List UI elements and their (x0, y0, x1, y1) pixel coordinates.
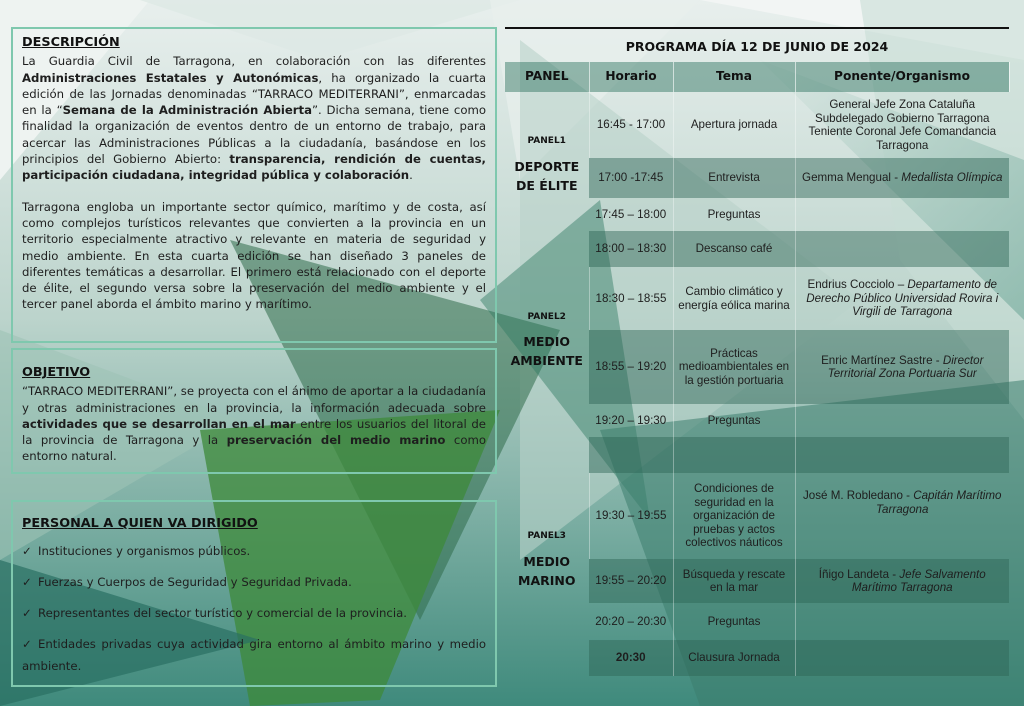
header-tema: Tema (673, 62, 795, 92)
ponente-name: José M. Robledano - (803, 489, 914, 502)
tema-cell (673, 437, 795, 473)
ponente-name: Endrius Cocciolo – (807, 278, 908, 292)
check-icon: ✓ (22, 544, 32, 559)
bold-text: Semana de la Administración Abierta (62, 103, 312, 118)
time-cell: 17:00 -17:45 (589, 158, 673, 198)
list-item-text: Entidades privadas cuya actividad gira entorno al ámbito marino y medio ambiente. (22, 637, 486, 674)
check-icon: ✓ (22, 575, 32, 590)
time-cell (589, 437, 673, 473)
list-item (22, 633, 486, 677)
dirigido-box (11, 500, 497, 687)
ponente-role: Capitán Marítimo Tarragona (876, 489, 1002, 516)
panel-title: MEDIO (523, 553, 571, 569)
bold-text: Administraciones Estatales y Autonómicas (22, 70, 319, 85)
descripcion-box (11, 27, 497, 343)
panel-title: DE ÉLITE (516, 177, 578, 193)
header-panel: PANEL (505, 62, 589, 92)
list-item-text: Instituciones y organismos públicos. (38, 544, 251, 559)
tema-cell: Preguntas (673, 404, 795, 437)
text-span: , ha organizado la cuarta edición de las Jornadas denominadas “TARRACO MEDITERRANI”, enmarcadas en la “ (22, 70, 486, 118)
tema-cell: Apertura jornada (673, 92, 795, 158)
text-span: . (409, 168, 413, 183)
time-cell: 19:20 – 19:30 (595, 413, 667, 427)
panel2-cell (505, 267, 589, 473)
panel-title: MARINO (518, 572, 576, 588)
panel-label: PANEL3 (527, 531, 566, 542)
programa-section (505, 27, 1009, 676)
tema-cell: Cambio climático y energía eólica marina (673, 267, 795, 330)
panel3-cell (505, 473, 589, 676)
list-item (22, 602, 486, 624)
ponente-name: Íñigo Landeta - (818, 567, 900, 581)
ponente-cell (795, 603, 1009, 640)
ponente-cell (795, 158, 1009, 198)
tema-cell: Entrevista (673, 158, 795, 198)
ponente-role: Departamento de Derecho Público Universidad Rovira i Virgili de Tarragona (806, 278, 999, 319)
ponente-cell (795, 231, 1009, 267)
ponente-cell (795, 404, 1009, 437)
tema-cell: Clausura Jornada (673, 640, 795, 676)
tema-cell: Condiciones de seguridad en la organización de pruebas y actos colectivos náuticos (673, 473, 795, 559)
dirigido-heading: PERSONAL A QUIEN VA DIRIGIDO (22, 516, 258, 531)
ponente-cell (795, 198, 1009, 231)
panel-label: PANEL1 (527, 136, 566, 147)
time-cell: 18:30 – 18:55 (589, 267, 673, 330)
tema-cell: Preguntas (673, 198, 795, 231)
header-horario: Horario (589, 62, 673, 92)
panel-title: DEPORTE (514, 158, 580, 174)
table-row (505, 92, 1009, 158)
ponente-cell (795, 92, 1009, 158)
ponente-name: Enric Martínez Sastre - (821, 353, 943, 367)
programa-title: PROGRAMA DÍA 12 DE JUNIO DE 2024 (625, 39, 889, 54)
text-span: como entorno natural. (22, 433, 487, 464)
dirigido-list (22, 540, 486, 677)
text-span: “TARRACO MEDITERRANI”, se proyecta con el ánimo de aportar a la ciudadanía y otras administraciones en la provincia, la información adecuada sobre (22, 384, 486, 415)
time-cell: 17:45 – 18:00 (595, 207, 667, 221)
header-ponente: Ponente/Organismo (795, 62, 1009, 92)
ponente-cell (795, 267, 1009, 330)
ponente-cell (795, 437, 1009, 473)
check-icon: ✓ (22, 637, 32, 652)
list-item (22, 571, 486, 593)
text-span: ”. Dicha semana, tiene como finalidad la organización de eventos dentro de un entorno de trabajo, para acercar las Administraciones Públicas a la ciudadanía, basándose en los principios del Gobierno Abierto: (22, 103, 487, 167)
time-cell: 18:55 – 19:20 (589, 330, 673, 404)
time-cell: 20:30 (589, 640, 673, 676)
ponente-role: Jefe Salvamento Marítimo Tarragona (851, 567, 986, 594)
descripcion-paragraph-1 (22, 53, 486, 183)
descripcion-paragraph-2: Tarragona engloba un importante sector químico, marítimo y de costa, así como complejos turísticos relevantes que convierten a la provincia en un territorio especialmente atractivo y relevante en materia de seguridad y medio ambiente. En esta cuarta edición se han diseñado 3 paneles de diferentes temáticas a desarrollar. El primero está relacionado con el deporte de élite, el segundo versa sobre la preservación del medio ambiente y el tercer panel aborda el ámbito marino y marítimo. (22, 199, 486, 312)
objetivo-heading: OBJETIVO (22, 365, 91, 380)
ponente-cell (795, 559, 1009, 603)
panel-title: AMBIENTE (510, 353, 583, 369)
descripcion-heading: DESCRIPCIÓN (22, 35, 120, 50)
bold-text: transparencia, rendición de cuentas, participación ciudadana, integridad pública y colaboración (22, 152, 486, 183)
text-span: entre los usuarios del litoral de la provincia de Tarragona y la (22, 416, 486, 448)
ponente-name: General Jefe Zona Cataluña Subdelegado Gobierno Tarragona Teniente Coronal Jefe Comandancia Tarragona (808, 98, 997, 152)
table-row (505, 473, 1009, 559)
list-item-text: Fuerzas y Cuerpos de Seguridad y Seguridad Privada. (38, 575, 352, 590)
programa-table (505, 62, 1010, 676)
list-item (22, 540, 486, 562)
check-icon: ✓ (22, 606, 32, 621)
table-header-row (505, 62, 1009, 92)
tema-cell: Búsqueda y rescate en la mar (673, 559, 795, 603)
time-cell: 18:00 – 18:30 (589, 231, 673, 267)
objetivo-paragraph (22, 383, 486, 464)
list-item-text: Representantes del sector turístico y comercial de la provincia. (38, 606, 407, 621)
panel-label: PANEL2 (527, 311, 566, 322)
ponente-cell (795, 330, 1009, 404)
bold-text: actividades que se desarrollan en el mar (22, 416, 296, 431)
objetivo-box (11, 348, 497, 474)
time-cell: 20:20 – 20:30 (595, 614, 667, 628)
tema-cell: Descanso café (673, 231, 795, 267)
ponente-cell (795, 640, 1009, 676)
bold-text: preservación del medio marino (226, 433, 446, 448)
tema-cell: Preguntas (673, 603, 795, 640)
ponente-role: Director Territorial Zona Portuaria Sur (827, 353, 984, 380)
ponente-name: Gemma Mengual - (802, 171, 902, 185)
panel1-cell (505, 92, 589, 267)
table-row (505, 267, 1009, 330)
panel-title: MEDIO (523, 334, 571, 350)
ponente-role: Medallista Olímpica (901, 171, 1003, 185)
time-cell: 16:45 - 17:00 (589, 92, 673, 158)
text-span: La Guardia Civil de Tarragona, en colaboración con las diferentes (22, 54, 486, 69)
tema-cell: Prácticas medioambientales en la gestión portuaria (673, 330, 795, 404)
ponente-cell (795, 473, 1009, 559)
time-cell: 19:55 – 20:20 (589, 559, 673, 603)
time-cell: 19:30 – 19:55 (589, 473, 673, 559)
